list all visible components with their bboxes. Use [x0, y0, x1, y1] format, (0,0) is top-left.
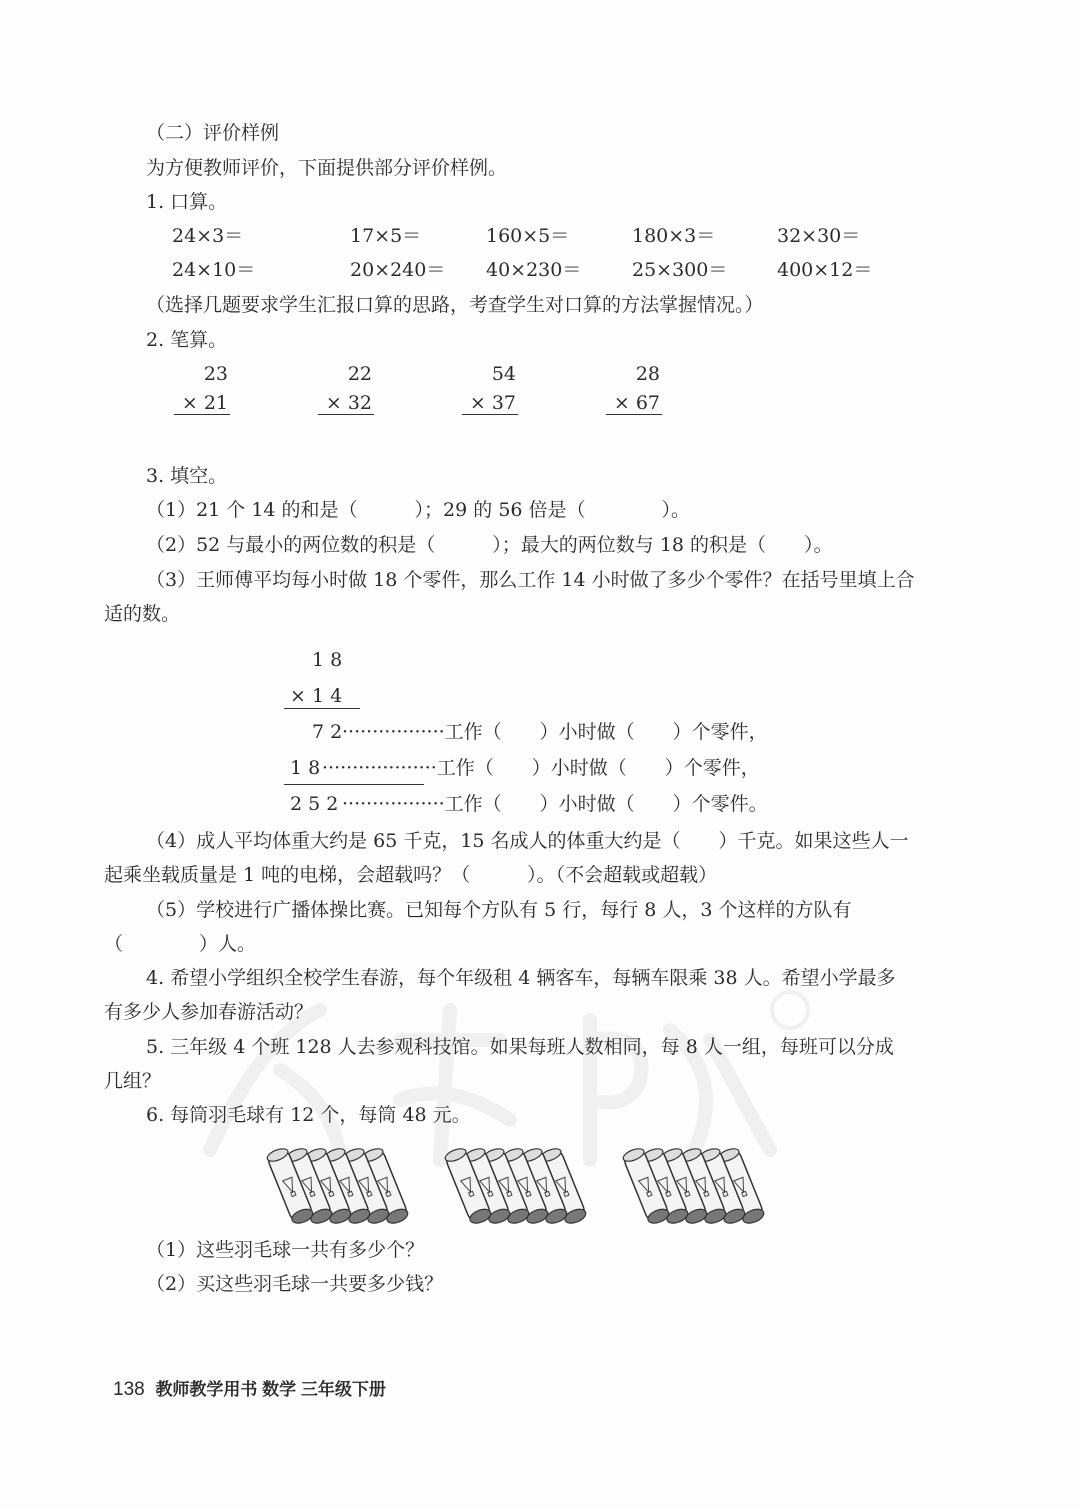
- q1-item: 24×3＝: [172, 225, 244, 247]
- vm-row1-number: 7 2: [312, 721, 343, 743]
- q4-text: 4. 希望小学组织全校学生春游，每个年级租 4 辆客车，每辆车限乘 38 人。希望小学最多: [146, 967, 896, 989]
- q2-top-number: 23: [203, 363, 228, 385]
- q3-part4: （4）成人平均体重大约是 65 千克，15 名成人的体重大约是（ ）千克。如果这些人一: [146, 830, 909, 852]
- vm-row2-text: ···················工作（ ）小时做（ ）个零件，: [322, 757, 760, 779]
- page-number: 138: [113, 1379, 145, 1400]
- q3-title: 3. 填空。: [146, 465, 228, 487]
- q2-underline: [462, 414, 518, 415]
- q3-part5: （5）学校进行广播体操比赛。已知每个方队有 5 行，每行 8 人，3 个这样的方队有: [146, 899, 852, 921]
- q2-top-number: 22: [347, 363, 372, 385]
- q3-part3: （3）王师傅平均每小时做 18 个零件，那么工作 14 小时做了多少个零件？在括号里填上合: [146, 569, 915, 591]
- q1-item: 24×10＝: [172, 259, 256, 281]
- vm-row2-number: 1 8: [290, 757, 321, 779]
- q3-part1: （1）21 个 14 的和是（ ）；29 的 56 倍是（ ）。: [146, 499, 691, 521]
- vm-row1-text: ·················工作（ ）小时做（ ）个零件，: [342, 721, 768, 743]
- q1-item: 400×12＝: [777, 259, 873, 281]
- q2-underline: [174, 414, 230, 415]
- q1-item: 17×5＝: [350, 225, 422, 247]
- vm-row3-text: ·················工作（ ）小时做（ ）个零件。: [342, 793, 768, 815]
- q2-multiplier: × 37: [469, 392, 516, 414]
- shuttlecock-tubes-illustration: [260, 1140, 820, 1230]
- q2-title: 2. 笔算。: [146, 329, 228, 351]
- q1-item: 20×240＝: [350, 259, 446, 281]
- vm-top: 1 8: [312, 649, 343, 671]
- q6-sub1: （1）这些羽毛球一共有多少个？: [146, 1239, 425, 1261]
- q6-sub2: （2）买这些羽毛球一共要多少钱？: [146, 1273, 444, 1295]
- tube-group: [266, 1146, 410, 1226]
- q5-text: 5. 三年级 4 个班 128 人去参观科技馆。如果每班人数相同，每 8 人一组，每班可以分成: [146, 1036, 894, 1058]
- q3-part5-cont: （ ）人。: [104, 933, 257, 955]
- q1-item: 32×30＝: [777, 225, 861, 247]
- q1-item: 180×3＝: [632, 225, 716, 247]
- section-title: （二）评价样例: [146, 122, 280, 144]
- q1-item: 40×230＝: [486, 259, 582, 281]
- vm-multiplier: × 1 4: [290, 685, 343, 707]
- q1-item: 160×5＝: [486, 225, 570, 247]
- q2-top-number: 28: [635, 363, 660, 385]
- vm-row3-number: 2 5 2: [290, 793, 339, 815]
- q6-title: 6. 每筒羽毛球有 12 个，每筒 48 元。: [146, 1104, 471, 1126]
- q2-multiplier: × 32: [325, 392, 372, 414]
- q3-part3-cont: 适的数。: [104, 603, 181, 625]
- intro-text: 为方便教师评价，下面提供部分评价样例。: [146, 157, 508, 179]
- q2-top-number: 54: [491, 363, 516, 385]
- q5-text-cont: 几组？: [104, 1070, 162, 1092]
- tube-group: [444, 1146, 588, 1226]
- q2-underline: [606, 414, 662, 415]
- q1-note: （选择几题要求学生汇报口算的思路，考查学生对口算的方法掌握情况。）: [146, 294, 764, 316]
- tube-group: [622, 1146, 766, 1226]
- q2-underline: [318, 414, 374, 415]
- book-title: 教师教学用书 数学 三年级下册: [155, 1380, 386, 1399]
- q3-part2: （2）52 与最小的两位数的积是（ ）；最大的两位数与 18 的积是（ ）。: [146, 534, 833, 556]
- q3-part4-cont: 起乘坐载质量是 1 吨的电梯，会超载吗？（ ）。（不会超载或超载）: [104, 864, 718, 886]
- q2-multiplier: × 21: [181, 392, 228, 414]
- q2-multiplier: × 67: [613, 392, 660, 414]
- q4-text-cont: 有多少人参加春游活动？: [104, 1001, 314, 1023]
- vm-line-1: [284, 708, 360, 709]
- q1-item: 25×300＝: [632, 259, 728, 281]
- vm-line-2: [284, 784, 424, 785]
- q1-title: 1. 口算。: [146, 191, 228, 213]
- page-footer: [113, 1378, 386, 1402]
